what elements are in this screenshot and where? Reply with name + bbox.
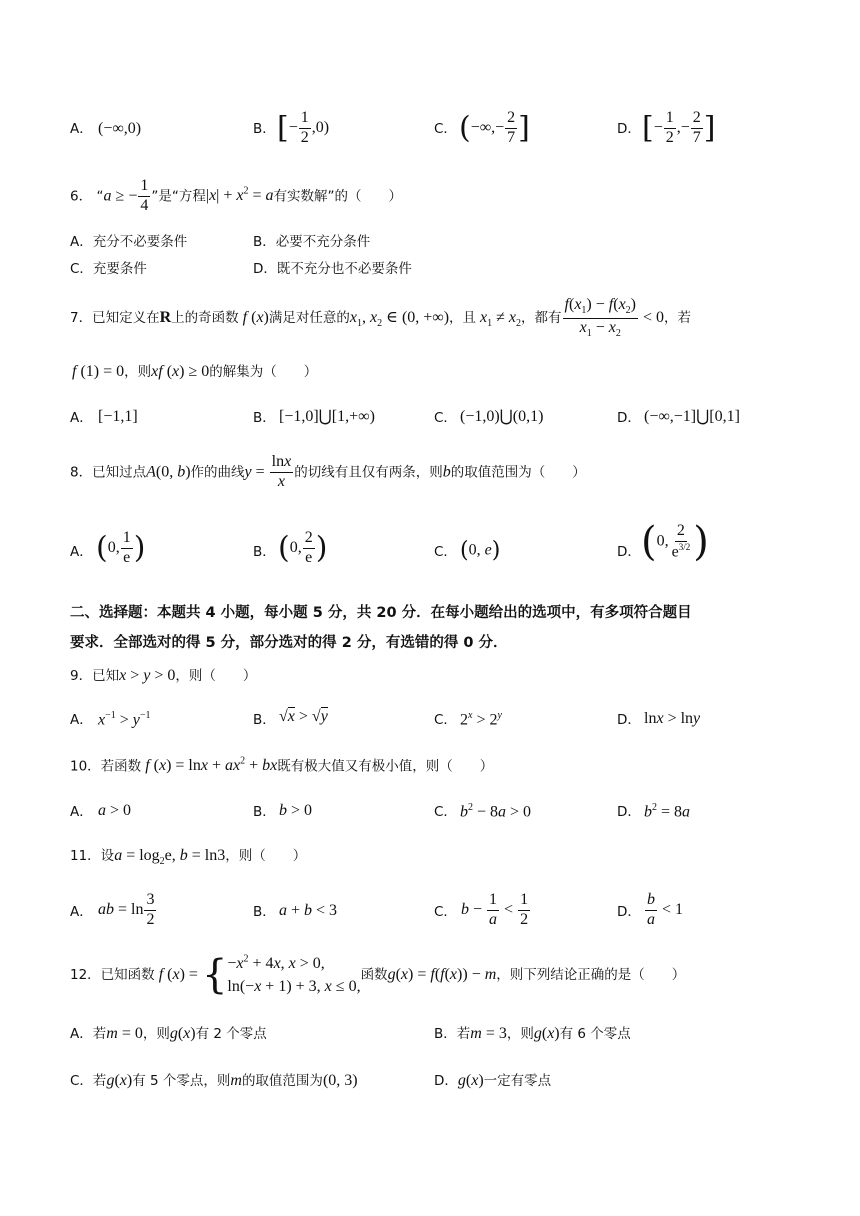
q9-option-a: $x^{-1} > y^{-1}$ [98,710,151,729]
q11-option-b-label: B． [253,904,276,920]
q7-option-c: (−1,0)⋃(0,1) [460,408,544,425]
q12-option-b: B．若m = 3，则g(x)有 6 个零点 [434,1025,631,1042]
q12-option-d: D．g(x)一定有零点 [434,1072,552,1089]
q5-option-c-label: C． [434,121,457,137]
q7-stem-line2: f (1) = 0，则xf (x) ≥ 0的解集为（ ） [72,363,318,380]
q6-option-c: C．充要条件 [70,261,147,277]
q11-option-c: b − $\frac{1}{a}$ < $\frac{1}{2}$ [461,891,529,928]
q7-option-d-label: D． [617,410,641,426]
q11-option-b: a + b < 3 [279,902,338,919]
q6-option-b: B．必要不充分条件 [253,234,371,250]
q9-option-b: √x > √y [279,708,328,725]
q7-option-a: [−1,1] [98,408,138,425]
q5-option-a-label: A． [70,121,93,137]
q8-option-a-label: A． [70,544,93,560]
q5-option-b: [− $\frac{1}{2}$ ,0) [277,109,330,146]
q8-options [70,519,770,578]
q8-option-c: (0, e) [460,538,501,563]
q7-option-b-label: B． [253,410,276,426]
q7-stem-line1: 7．已知定义在R上的奇函数 f (x)满足对任意的$x_1$, $x_2$ ∈ (0, +∞)，且 $x_1 \ne x_2$，都有 $\frac{f(x_1) - f(x_2)}{x_1 - x_2}$ < 0，若 [70,296,692,339]
q10-option-a-label: A． [70,804,93,820]
section-2-heading-line1: 二、选择题：本题共 4 小题，每小题 5 分，共 20 分．在每小题给出的选项中，有多项符合题目 [70,605,692,621]
q8-option-c-label: C． [434,544,457,560]
q11-option-c-label: C． [434,904,457,920]
q9-stem: 9．已知x > y > 0，则（ ） [70,667,257,684]
q9-option-a-label: A． [70,712,93,728]
q5-options [70,110,770,150]
q11-option-a: ab = ln $\frac{3}{2}$ [98,891,155,928]
q7-option-b: [−1,0]⋃[1,+∞) [279,408,375,425]
q7-option-a-label: A． [70,410,93,426]
q8-option-a: (0, $\frac{1}{e}$ ) [96,529,146,566]
q10-option-d-label: D． [617,804,641,820]
q8-option-d: (0, $\frac{2}{e^{3/2}}$ ) [641,519,709,565]
q10-option-c-label: C． [434,804,457,820]
q10-option-c: $b^2 - 8a > 0$ [460,802,532,821]
q6-option-a: A．充分不必要条件 [70,234,188,250]
q5-option-c: (−∞,− $\frac{2}{7}$ ] [459,109,530,146]
q5-option-a: (−∞,0) [98,120,142,137]
q10-option-b: b > 0 [279,802,313,819]
q12-option-c: C．若g(x)有 5 个零点，则m的取值范围为(0, 3) [70,1072,358,1089]
q12-stem: 12．已知函数 f (x) = { $-x^2 + 4x$, x > 0, ln(−x + 1) + 3, x ≤ 0, 函数g(x) = f(f(x)) − m，则下列结论正确的是（ ） [70,952,686,999]
q9-option-d: lnx > lny [644,710,701,727]
q5-option-d: [− $\frac{1}{2}$ ,− $\frac{2}{7}$ ] [642,109,716,146]
q11-options [70,890,770,934]
q9-option-c: $2^x > 2^y$ [460,710,502,729]
q9-option-d-label: D． [617,712,641,728]
q7-option-c-label: C． [434,410,457,426]
q10-option-b-label: B． [253,804,276,820]
q8-option-b-label: B． [253,544,276,560]
q11-option-a-label: A． [70,904,93,920]
section-2-heading-line2: 要求．全部选对的得 5 分，部分选对的得 2 分，有选错的得 0 分． [70,635,508,651]
q9-option-b-label: B． [253,712,276,728]
q10-stem: 10．若函数 f $(x) = \ln x + ax^2$ + bx既有极大值又有极小值，则（ ） [70,756,494,775]
q6-stem: 6． “a ≥ − $\frac{1}{4}$ ”是“方程$|x| + x^2 = a$有实数解”的（ ） [70,177,403,214]
q6-option-d: D．既不充分也不必要条件 [253,261,412,277]
q5-option-b-label: B． [253,121,276,137]
q11-option-d: $\frac{b}{a}$ < 1 [647,891,684,928]
q11-option-d-label: D． [617,904,641,920]
q12-option-a: A．若m = 0，则g(x)有 2 个零点 [70,1025,267,1042]
q5-option-d-label: D． [617,121,641,137]
q7-option-d: (−∞,−1]⋃[0,1] [644,408,740,425]
q10-option-d: $b^2 = 8a$ [644,802,691,821]
q10-option-a: a > 0 [98,802,132,819]
q8-stem: 8．已知过点A(0, b)作的曲线y = $\frac{\ln x}{x}$ 的切线有且仅有两条，则b的取值范围为（ ） [70,453,586,490]
q8-option-d-label: D． [617,544,641,560]
q9-option-c-label: C． [434,712,457,728]
q11-stem: 11．设$a = \log_2e$, b = ln3，则（ ） [70,847,307,868]
q8-option-b: (0, $\frac{2}{e}$ ) [278,529,328,566]
